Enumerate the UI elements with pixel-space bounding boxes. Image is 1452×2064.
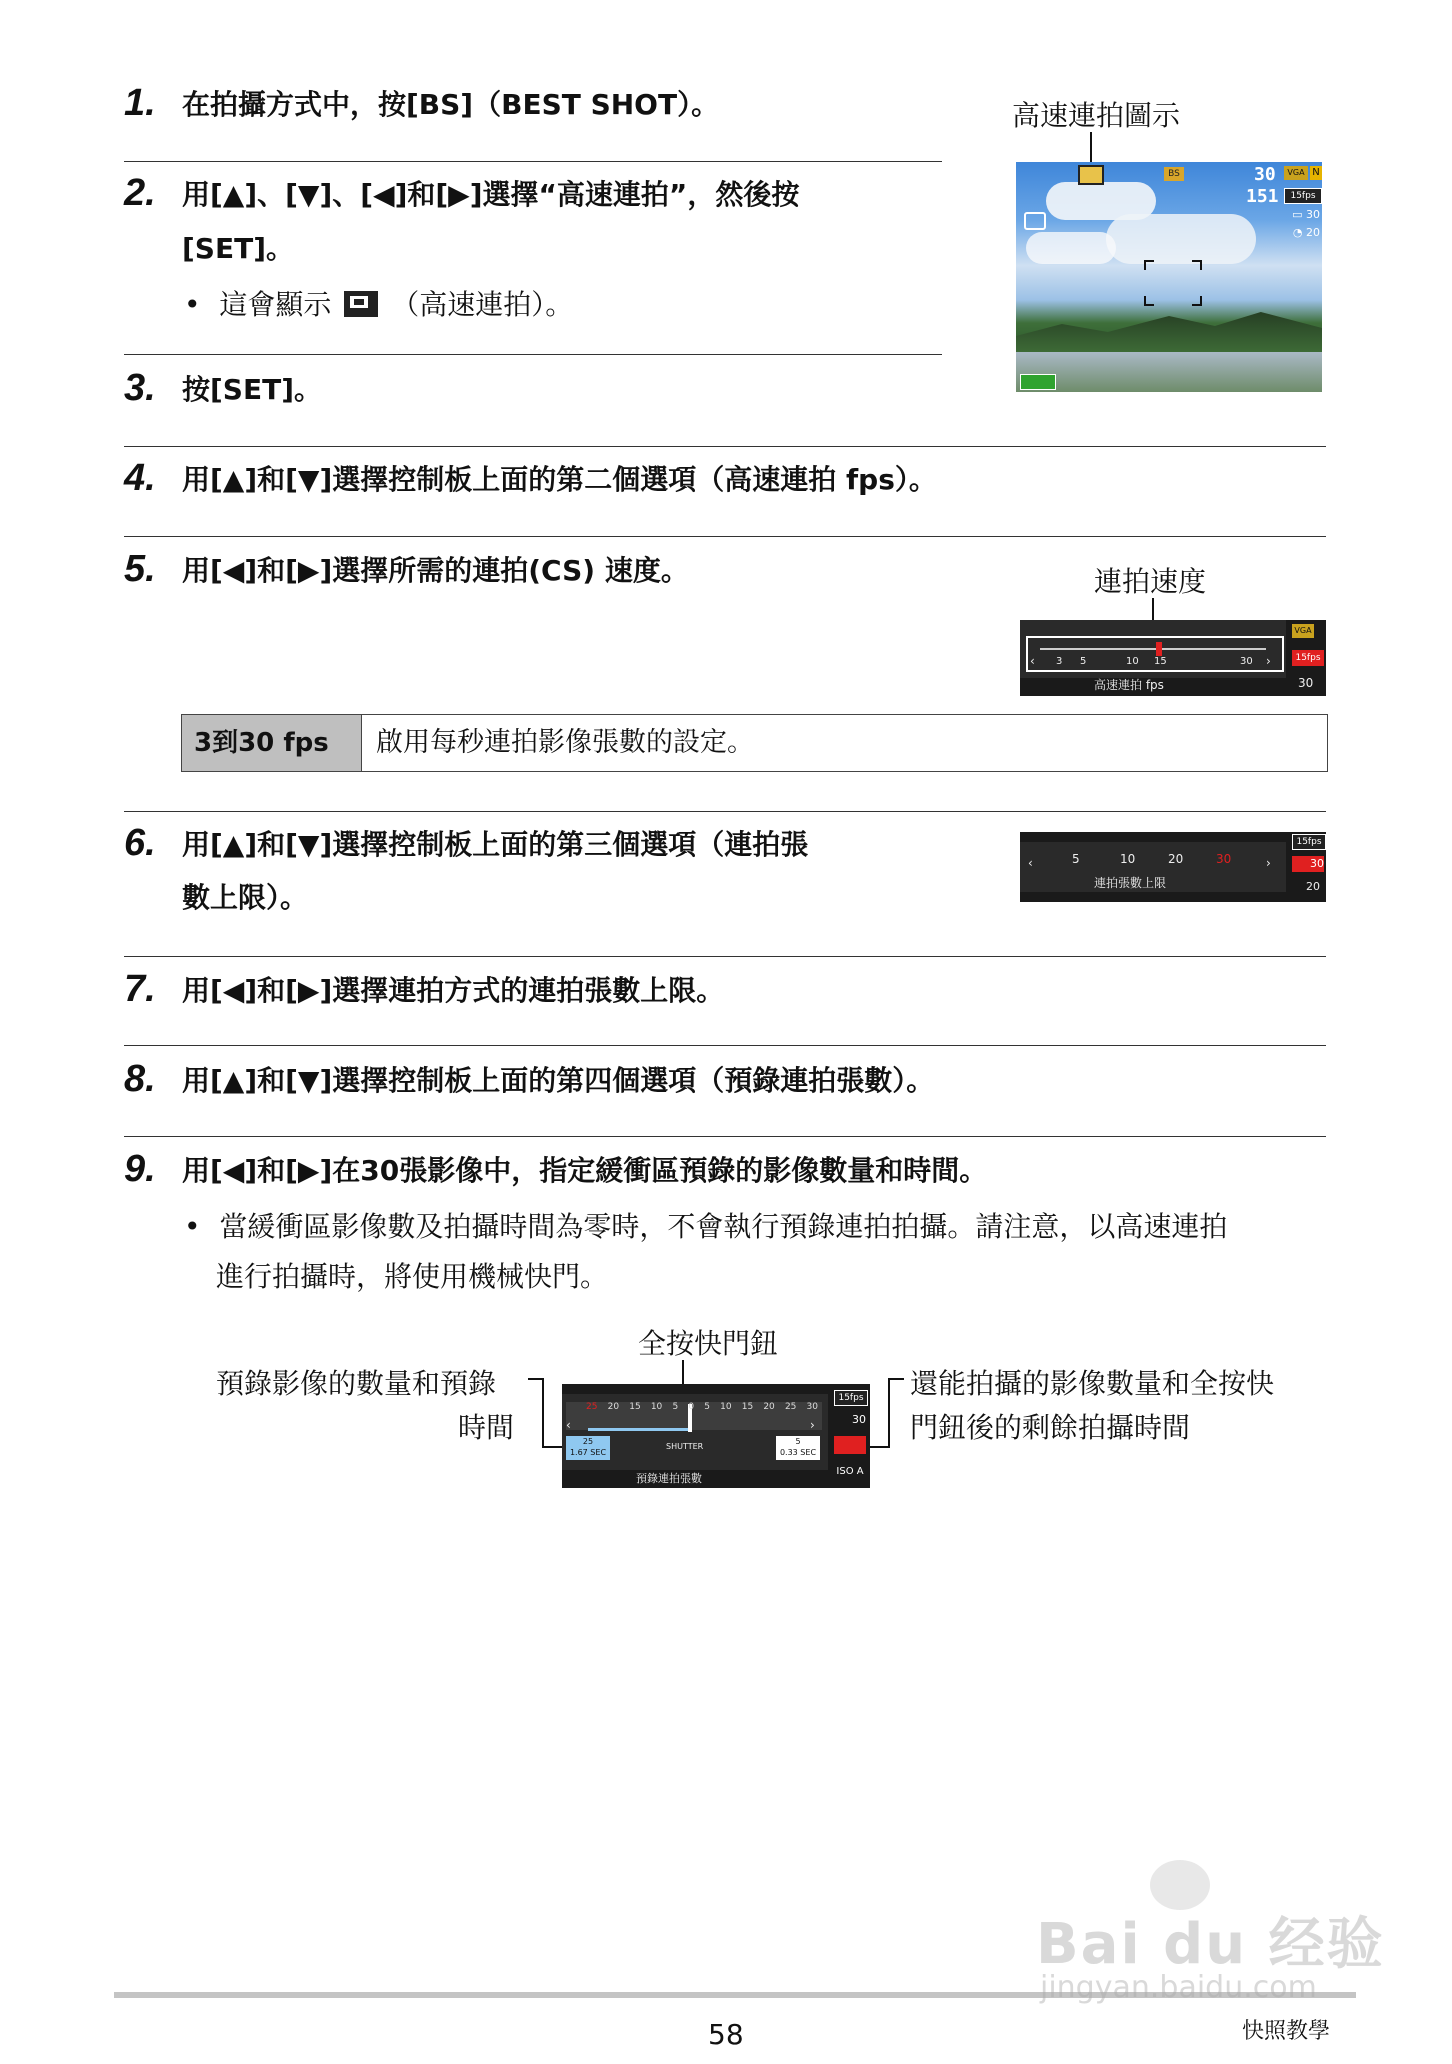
watermark-url: jingyan.baidu.com [1040, 1970, 1317, 2005]
divider [124, 161, 942, 162]
burst-speed-caption: 連拍速度 [1094, 565, 1207, 598]
settings-table [181, 714, 1328, 772]
step-text: 用[▲]、[▼]、[◀]和[▶]選擇“高速連拍”，然後按 [182, 178, 800, 211]
step-number: 9. [124, 1148, 156, 1190]
bullet-text: 這會顯示 [219, 288, 332, 321]
mountains [1016, 312, 1322, 352]
right-arrow-icon: › [1266, 654, 1271, 668]
left-arrow-icon: ‹ [1030, 654, 1035, 668]
step-number: 5. [124, 548, 156, 590]
tick-label: 5 [1080, 656, 1087, 667]
tick-label: 0 [688, 1402, 695, 1412]
fps-badge: 15fps [1292, 650, 1324, 666]
callout-line [888, 1378, 890, 1448]
slider-thumb [1156, 642, 1162, 656]
tick-label: 15 [741, 1402, 754, 1412]
burst-count-badge: ▭ 30 [1292, 208, 1320, 221]
slider-track [1040, 648, 1266, 650]
divider [124, 536, 1326, 537]
panel-label: 高速連拍 fps [1094, 678, 1164, 692]
prerecord-badge [834, 1436, 866, 1454]
vga-badge: VGA [1284, 166, 1308, 180]
step-text: 用[◀]和[▶]選擇連拍方式的連拍張數上限。 [182, 974, 725, 1007]
prerecord-count-badge: ◔ 20 [1292, 226, 1320, 239]
tick-label: 25 [784, 1402, 797, 1412]
quality-badge: N [1310, 166, 1322, 180]
battery-icon [1020, 374, 1056, 390]
bullet-text: （高速連拍）。 [391, 288, 574, 321]
step-text: 按[SET]。 [182, 373, 322, 406]
step-text: 用[▲]和[▼]選擇控制板上面的第四個選項（預錄連拍張數）。 [182, 1064, 935, 1097]
shutter-label: SHUTTER [666, 1442, 704, 1451]
watermark-logo: Bai du 经验 [1036, 1912, 1385, 1977]
camera-screen-preview [1016, 162, 1322, 392]
section-tag: 快照教學 [1242, 2019, 1331, 2044]
bullet-dot: • [184, 288, 201, 321]
step-number: 8. [124, 1058, 156, 1100]
step-text: 用[◀]和[▶]在30張影像中，指定緩衝區預錄的影像數量和時間。 [182, 1154, 988, 1187]
divider [124, 354, 942, 355]
step-text: [SET]。 [182, 232, 294, 265]
step-number: 6. [124, 822, 156, 864]
step-text: 用[◀]和[▶]選擇所需的連拍(CS) 速度。 [182, 554, 689, 587]
tick-label: 20 [763, 1402, 775, 1412]
step-number: 4. [124, 457, 156, 499]
prerecord-caption: 時間 [458, 1411, 515, 1444]
tick-label: 30 [806, 1402, 818, 1412]
remaining-caption: 還能拍攝的影像數量和全按快 [910, 1367, 1275, 1400]
speed-control-panel [1020, 620, 1326, 696]
bullet-dot: • [184, 1210, 201, 1243]
right-arrow-icon: › [810, 1418, 815, 1432]
bullet-text: 當緩衝區影像數及拍攝時間為零時，不會執行預錄連拍拍攝。請注意，以高速連拍 [219, 1210, 1228, 1243]
step-number: 3. [124, 367, 156, 409]
step-number: 1. [124, 82, 156, 124]
divider [124, 956, 1326, 957]
focus-frame [1144, 260, 1202, 306]
callout-line [890, 1378, 904, 1380]
tick-label: 10 [650, 1402, 663, 1412]
tick-label: 5 [1072, 852, 1080, 866]
step-text: 用[▲]和[▼]選擇控制板上面的第二個選項（高速連拍 fps）。 [182, 463, 937, 496]
tick-label: 10 [1126, 656, 1139, 667]
tick-label: 30 [1216, 852, 1232, 866]
burst-count-badge: 30 [1292, 856, 1324, 872]
tick-label: 20 [1168, 852, 1184, 866]
panel-label: 預錄連拍張數 [636, 1472, 702, 1485]
tick-label: 30 [1240, 656, 1253, 667]
shot-count: 30 [1254, 164, 1276, 185]
step-text: 數上限）。 [182, 881, 309, 914]
cloud [1026, 232, 1116, 264]
burst-icon-caption: 高速連拍圖示 [1012, 99, 1181, 132]
right-arrow-icon: › [1266, 856, 1271, 870]
prerecord-bar [588, 1428, 688, 1431]
tick-label: 5 [672, 1402, 679, 1412]
prerecord-count-box: 25 1.67 SEC [566, 1436, 610, 1460]
divider [124, 1136, 1326, 1137]
step-number: 2. [124, 172, 156, 214]
tick-label: 5 [704, 1402, 710, 1412]
burst-count-badge: 30 [1298, 676, 1314, 690]
page-number: 58 [708, 2018, 744, 2051]
tick-label: 25 [586, 1402, 598, 1412]
divider [124, 811, 1326, 812]
paw-icon [1150, 1860, 1210, 1910]
fps-badge: 15fps [1284, 188, 1322, 204]
left-arrow-icon: ‹ [566, 1418, 571, 1432]
limit-control-panel [1020, 832, 1326, 902]
remaining-count-box: 5 0.33 SEC [776, 1436, 820, 1460]
table-value: 啟用每秒連拍影像張數的設定。 [376, 727, 754, 758]
tick-row [586, 1402, 818, 1416]
tick-label: 15 [629, 1402, 641, 1412]
stabilizer-icon [1024, 212, 1046, 230]
prerecord-control-panel [562, 1384, 870, 1488]
remaining-caption: 門鈕後的剩餘拍攝時間 [910, 1411, 1191, 1444]
tick-label: 10 [1120, 852, 1136, 866]
bullet-text: 進行拍攝時，將使用機械快門。 [216, 1260, 609, 1293]
callout-line [1090, 132, 1092, 166]
divider [124, 1045, 1326, 1046]
panel-label: 連拍張數上限 [1094, 876, 1167, 890]
bs-badge: BS [1164, 167, 1184, 181]
tick-label: 10 [720, 1402, 732, 1412]
step-text: 用[▲]和[▼]選擇控制板上面的第三個選項（連拍張 [182, 828, 809, 861]
step-number: 7. [124, 968, 156, 1010]
tick-label: 15 [1154, 656, 1167, 667]
fps-badge: 15fps [1292, 834, 1326, 850]
prerecord-caption: 預錄影像的數量和預錄 [216, 1367, 497, 1400]
fps-badge: 15fps [834, 1390, 868, 1406]
burst-indicator-icon [1078, 165, 1104, 185]
burst-count-badge: 30 [852, 1413, 866, 1426]
burst-mode-icon [344, 291, 378, 317]
bullet-item [184, 1202, 1227, 1252]
tick-label: 20 [607, 1402, 620, 1412]
vga-badge: VGA [1292, 624, 1314, 638]
divider [124, 446, 1326, 447]
callout-line [542, 1378, 544, 1448]
table-key: 3到30 fps [182, 715, 362, 771]
bullet-item [184, 280, 573, 330]
remaining-count: 151 [1246, 186, 1279, 207]
iso-badge: ISO A [836, 1466, 864, 1477]
full-shutter-caption: 全按快門鈕 [638, 1327, 779, 1360]
lake [1016, 352, 1322, 392]
cloud [1106, 214, 1256, 264]
step-text: 在拍攝方式中，按[BS]（BEST SHOT）。 [182, 88, 720, 121]
prerecord-count-badge: 20 [1306, 880, 1320, 893]
left-arrow-icon: ‹ [1028, 856, 1033, 870]
tick-label: 3 [1056, 656, 1063, 667]
